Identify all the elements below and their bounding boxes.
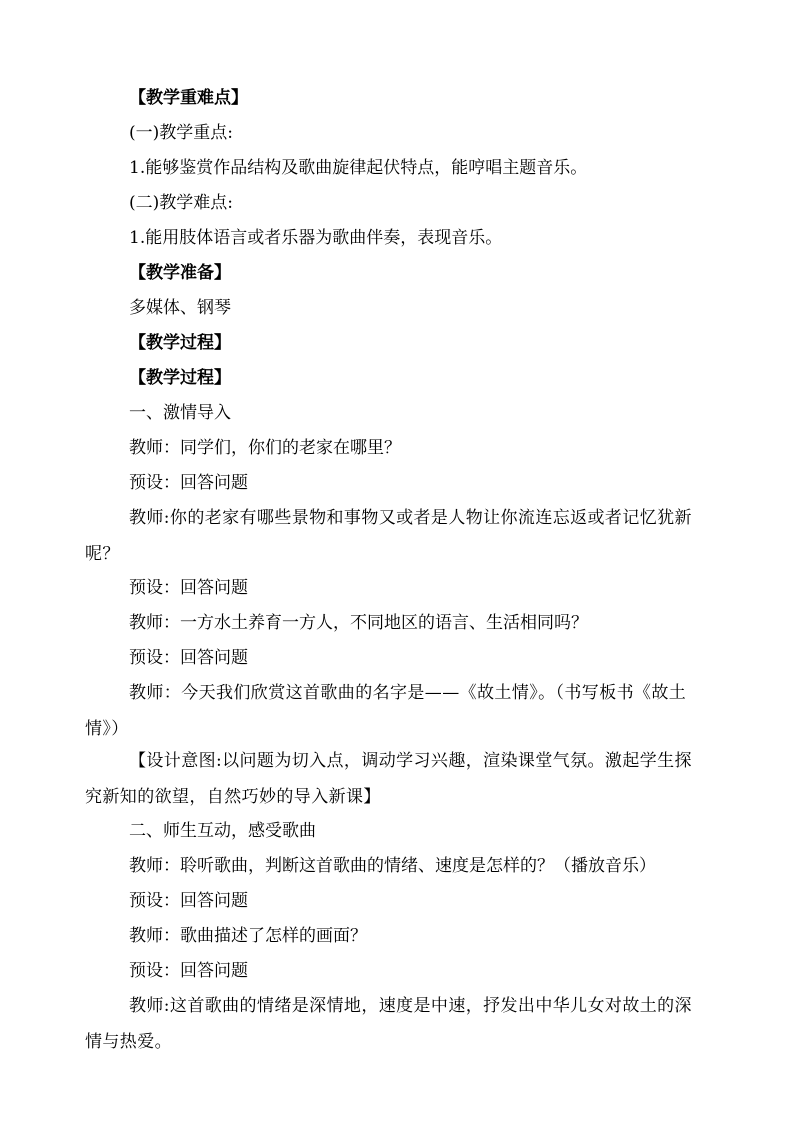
dialogue-line: 教师：歌曲描述了怎样的画面？ <box>129 926 367 946</box>
dialogue-line: 教师：一方水土养育一方人，不同地区的语言、生活相同吗？ <box>129 613 588 633</box>
dialogue-paragraph: 教师：今天我们欣赏这首歌曲的名字是——《故土情》。（书写板书《故土情》） <box>85 683 687 739</box>
preparation-text: 多媒体、钢琴 <box>129 298 231 318</box>
dialogue-line: 预设：回答问题 <box>129 648 248 668</box>
subheading-difficult-points: (二)教学难点: <box>129 193 233 213</box>
dialogue-line: 预设：回答问题 <box>129 578 248 598</box>
subheading-key-points: (一)教学重点: <box>129 123 233 143</box>
dialogue-line: 教师：同学们，你们的老家在哪里？ <box>129 438 401 458</box>
section-heading-process: 【教学过程】 <box>129 333 231 353</box>
section-heading-process-repeat: 【教学过程】 <box>129 368 231 388</box>
dialogue-line: 预设：回答问题 <box>129 961 248 981</box>
key-point-item: 1.能够鉴赏作品结构及歌曲旋律起伏特点，能哼唱主题音乐。 <box>129 158 588 178</box>
section-heading-preparation: 【教学准备】 <box>129 263 231 283</box>
dialogue-paragraph: 教师:你的老家有哪些景物和事物又或者是人物让你流连忘返或者记忆犹新呢？ <box>85 508 692 564</box>
dialogue-line: 预设：回答问题 <box>129 891 248 911</box>
step-heading-interaction: 二、师生互动，感受歌曲 <box>129 821 316 841</box>
step-heading-introduction: 一、激情导入 <box>129 403 231 423</box>
dialogue-paragraph: 教师:这首歌曲的情绪是深情地，速度是中速，抒发出中华儿女对故土的深情与热爱。 <box>85 996 692 1052</box>
difficult-point-item: 1.能用肢体语言或者乐器为歌曲伴奏，表现音乐。 <box>129 228 503 248</box>
design-intent-paragraph: 【设计意图:以问题为切入点，调动学习兴趣，渲染课堂气氛。激起学生探究新知的欲望，自然巧妙的导入新课】 <box>85 751 692 807</box>
dialogue-line: 教师：聆听歌曲，判断这首歌曲的情绪、速度是怎样的？（播放音乐） <box>129 856 656 876</box>
dialogue-line: 预设：回答问题 <box>129 473 248 493</box>
section-heading-key-difficult-points: 【教学重难点】 <box>129 88 248 108</box>
